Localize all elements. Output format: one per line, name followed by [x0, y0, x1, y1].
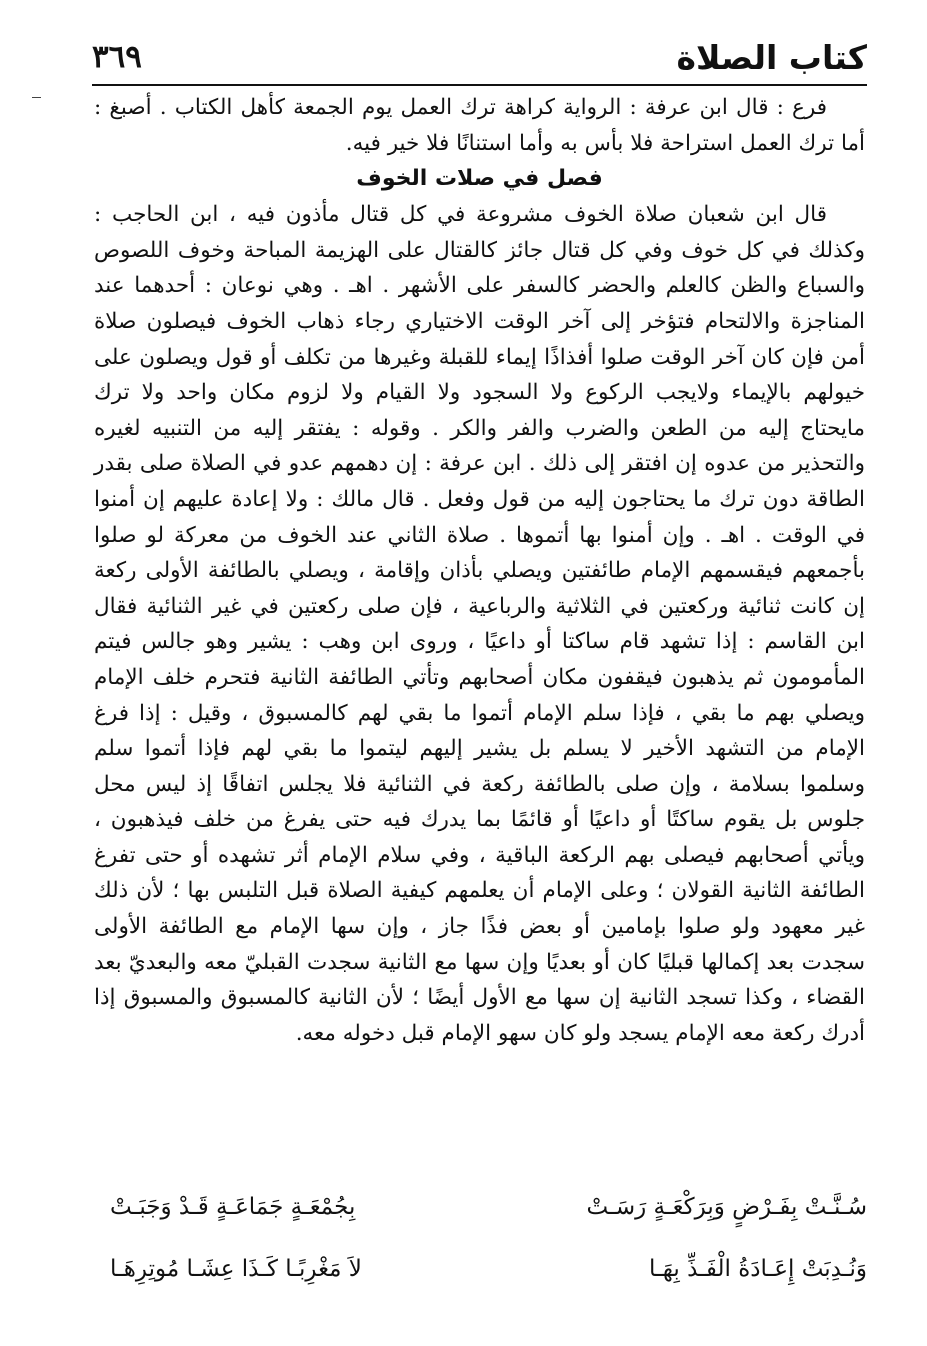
book-title: كتاب الصلاة — [676, 37, 867, 77]
page-number: ٣٦٩ — [92, 39, 142, 75]
body-text — [94, 90, 865, 1051]
page-header — [92, 30, 867, 84]
verse-first-hemistich: سُـنَّـتْ بِفَـرْضٍ وَبِرَكْعَـةٍ رَسَـتْ — [586, 1194, 867, 1220]
margin-mark — [32, 97, 41, 98]
section-heading: فصل في صلات الخوف — [356, 166, 603, 192]
verse-first-hemistich: وَنُـدِبَتْ إِعَـادَةُ الْفَـذِّ بِهَـا — [649, 1256, 867, 1282]
paragraph-far: فرع : قال ابن عرفة : الرواية كراهة ترك العمل يوم الجمعة كأهل الكتاب . أصبغ : أما ترك العمل استراحة فلا بأس به وأما استنانًا فلا خير فيه. — [94, 95, 865, 156]
header-divider — [92, 84, 867, 86]
verse-line — [110, 1176, 867, 1238]
verse-second-hemistich: بِجُمْعَـةٍ جَمَاعَـةٍ قَـدْ وَجَبَـتْ — [110, 1194, 356, 1220]
verse-line — [110, 1238, 867, 1300]
poem-verses — [110, 1176, 867, 1300]
paragraph-salat-al-khawf: قال ابن شعبان صلاة الخوف مشروعة في كل قتال مأذون فيه ، ابن الحاجب : وكذلك في كل خوف وفي كل قتال جائز كالقتال على الهزيمة المباحة وخوف اللصوص والسباع والظن كالعلم والحضر كالسفر على الأشهر . اهـ . وهي نوعان : أحدهما عند المناجزة والالتحام فتؤخر إلى آخر الوقت الاختياري رجاء ذهاب الخوف فيصلون صلاة أمن فإن كان آخر الوقت صلوا أفذاذًا إيماء للقبلة وغيرها من تكلف أو قول ويصلون على خيولهم بالإيماء ولايجب الركوع ولا السجود ولا القيام ولا لزوم مكان واحد ولا ترك مايحتاج إليه من الطعن والضرب والفر والكر . وقوله : يفتقر إليه من التنبيه لغيره والتحذير من عدوه إن افتقر إلى ذلك . ابن عرفة : إن دهمهم عدو في الصلاة صلى بقدر الطاقة دون ترك ما يحتاجون إليه من قول وفعل . قال مالك : ولا إعادة عليهم إن أمنوا في الوقت . اهـ . وإن أمنوا بها أتموها . صلاة الثاني عند الخوف من معركة لو صلوا بأجمعهم فيقسمهم الإمام طائفتين ويصلي بأذان وإقامة ، ويصلي بالطائفة الأولى ركعة إن كانت ثنائية وركعتين في الثلاثية والرباعية ، فإن صلى ركعتين في غير الثنائية فقال ابن القاسم : إذا تشهد قام ساكتا أو داعيًا ، وروى ابن وهب : يشير وهو جالس فيتم المأمومون ثم يذهبون فيقفون مكان أصحابهم وتأتي الطائفة الثانية فتحرم خلف الإمام ويصلي بهم ما بقي ، فإذا سلم الإمام أتموا ما بقي لهم كالمسبوق ، وقيل : إذا فرغ الإمام من التشهد الأخير لا يسلم بل يشير إليهم ليتموا ما بقي لهم فإذا أتموا سلم وسلموا بسلامة ، وإن صلى بالطائفة ركعة في الثنائية فلا يجلس اتفاقًا إذ ليس محل جلوس بل يقوم ساكتًا أو داعيًا أو قائمًا بما يدرك فيه حتى يفرغ من خلف فيذهبون ، ويأتي أصحابهم فيصلى بهم الركعة الباقية ، وفي سلام الإمام أثر تشهده أو حتى تفرغ الطائفة الثانية القولان ؛ وعلى الإمام أن يعلمهم كيفية الصلاة قبل التلبس بها ؛ لأن ذلك غير معهود ولو صلوا بإمامين أو بعض فذًا جاز ، وإن سها الإمام مع الطائفة الأولى سجدت بعد إكمالها قبليًا كان أو بعديًا وإن سها مع الثانية سجدت القبليّ معه والبعديّ بعد القضاء ، وكذا تسجد الثانية إن سها مع الأول أيضًا ؛ لأن الثانية كالمسبوق والمسبوق إذا أدرك ركعة معه الإمام يسجد ولو كان سهو الإمام قبل دخوله معه. — [94, 202, 865, 1046]
verse-second-hemistich: لاَ مَغْرِبًـا كَـذَا عِشَـا مُوتِرِهَـا — [110, 1256, 362, 1282]
